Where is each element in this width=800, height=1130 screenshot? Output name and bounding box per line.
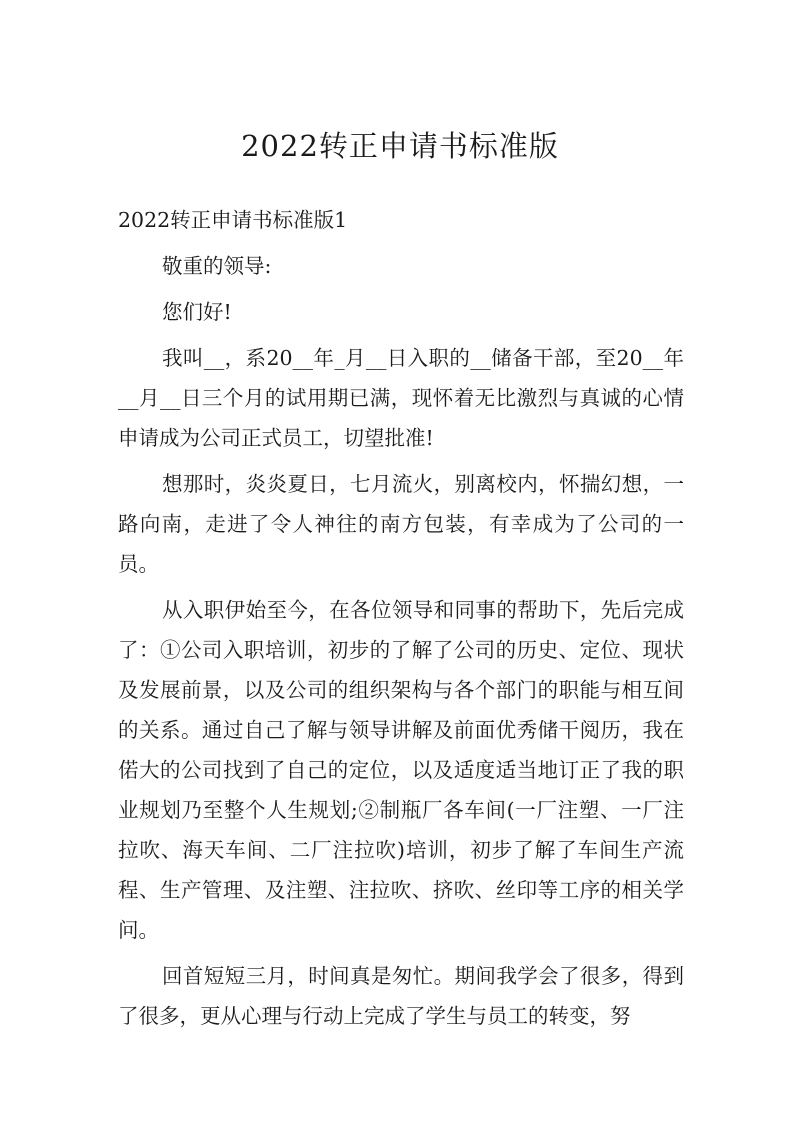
salutation: 敬重的领导: (162, 254, 272, 278)
section-subtitle: 2022转正申请书标准版1 (118, 208, 348, 232)
paragraph: 回首短短三月，时间真是匆忙。期间我学会了很多，得到了很多，更从心理与行动上完成了学生与员工的转变，努 (118, 964, 684, 1028)
document-title: 2022转正申请书标准版 (241, 129, 559, 163)
paragraph: 我叫__，系20__年_月__日入职的__储备干部，至20__年__月__日三个月的试用期已满，现怀着无比激烈与真诚的心情申请成为公司正式员工，切望批准! (118, 346, 684, 450)
greeting: 您们好! (162, 300, 232, 324)
paragraph: 想那时，炎炎夏日，七月流火，别离校内，怀揣幻想，一路向南，走进了令人神往的南方包装，有幸成为了公司的一员。 (118, 472, 684, 576)
document-body (118, 200, 684, 1042)
paragraph: 从入职伊始至今，在各位领导和同事的帮助下，先后完成了：①公司入职培训，初步的了解了公司的历史、定位、现状及发展前景，以及公司的组织架构与各个部门的职能与相互间的关系。通过自己了解与领导讲解及前面优秀储干阅历，我在偌大的公司找到了自己的定位，以及适度适当地订正了我的职业规划乃至整个人生规划;②制瓶厂各车间(一厂注塑、一厂注拉吹、海天车间、二厂注拉吹)培训，初步了解了车间生产流程、生产管理、及注塑、注拉吹、挤吹、丝印等工序的相关学问。 (118, 598, 684, 942)
